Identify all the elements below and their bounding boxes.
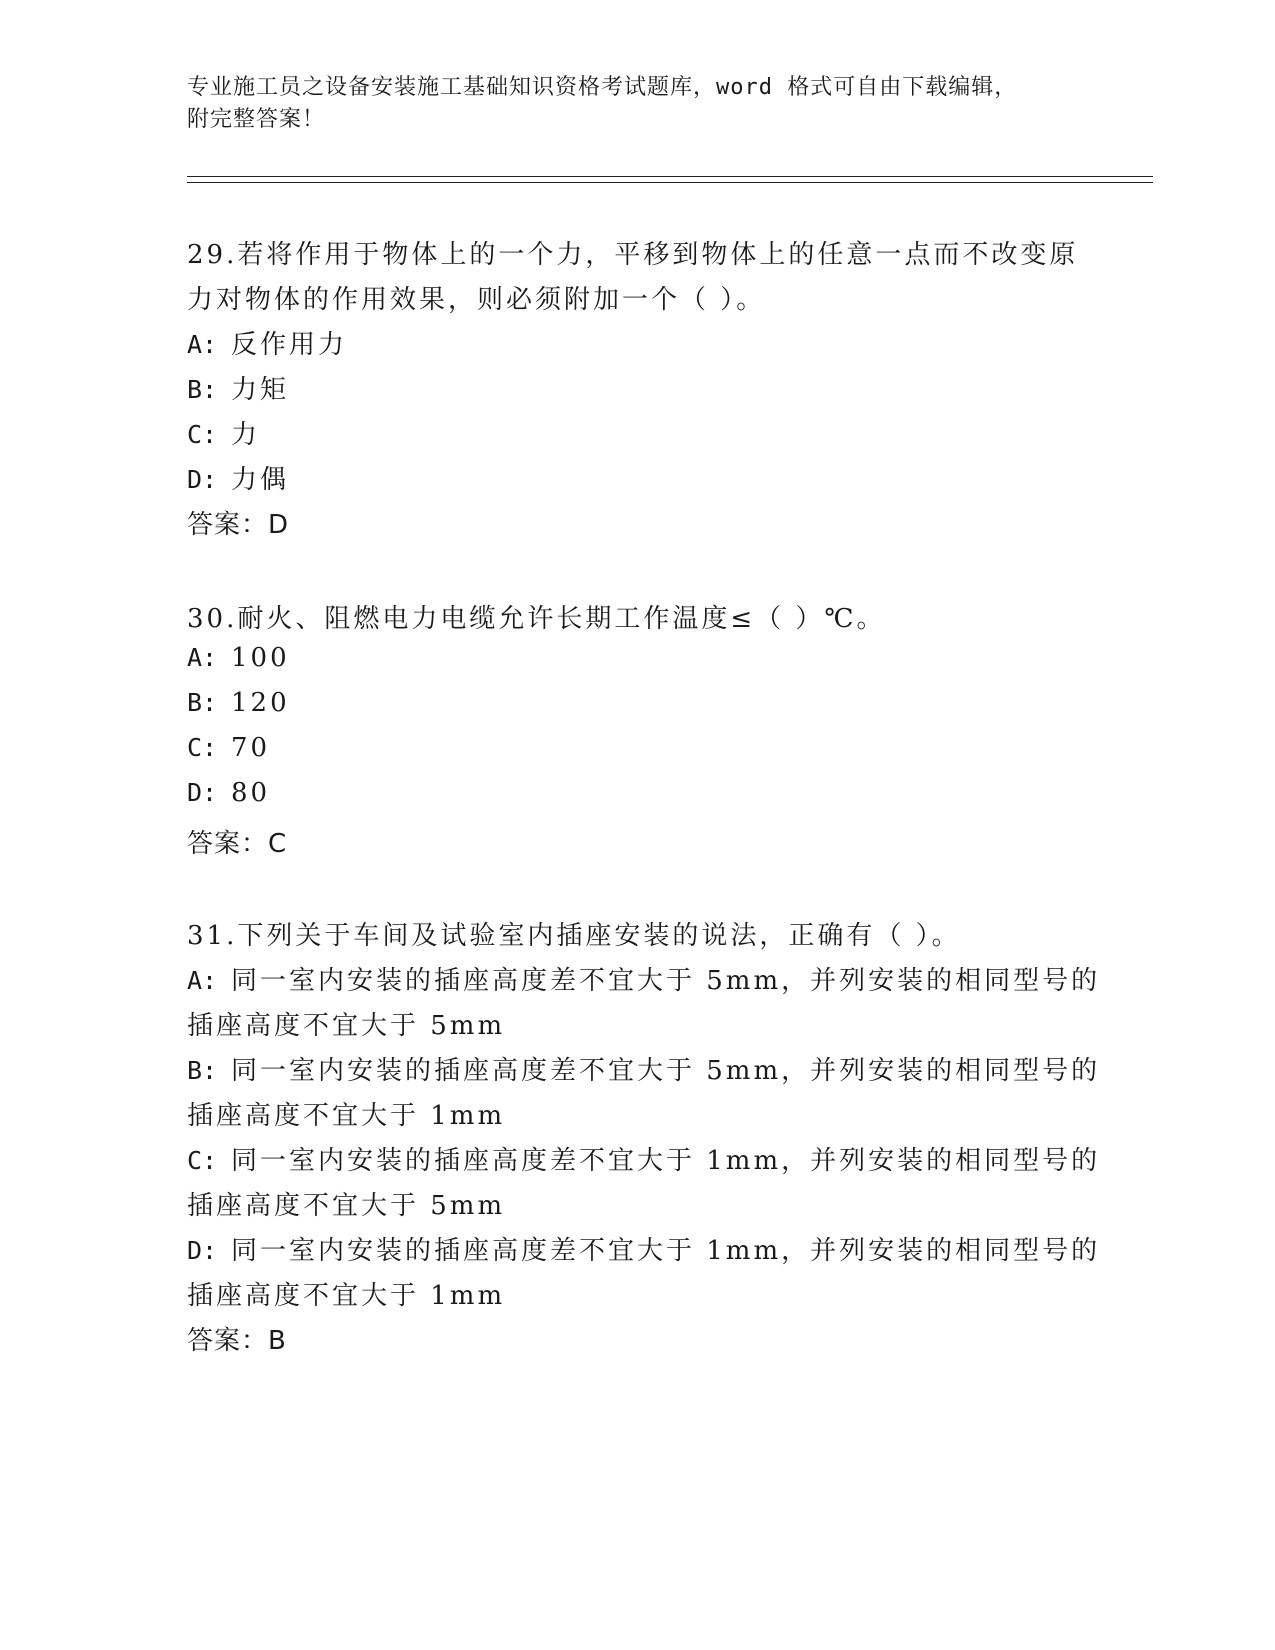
question-31-option-c bbox=[187, 1140, 1100, 1177]
option-label: B: bbox=[187, 375, 218, 404]
option-label: A: bbox=[187, 966, 218, 995]
question-31-option-b-continued: 插座高度不宜大于 1mm bbox=[187, 1101, 506, 1131]
option-label: C: bbox=[187, 420, 218, 449]
option-text: 力矩 bbox=[231, 375, 290, 405]
option-label: D: bbox=[187, 1236, 218, 1265]
option-text: 同一室内安装的插座高度差不宜大于 5mm，并列安装的相同型号的 bbox=[231, 966, 1101, 996]
document-header bbox=[187, 72, 1107, 136]
header-divider-top bbox=[187, 176, 1153, 177]
question-30-option-d bbox=[187, 778, 270, 808]
header-line-1: 专业施工员之设备安装施工基础知识资格考试题库，word 格式可自由下载编辑， bbox=[187, 75, 1018, 100]
option-label: B: bbox=[187, 1056, 218, 1085]
question-30-stem-line-1: 30.耐火、阻燃电力电缆允许长期工作温度≤（ ）℃。 bbox=[187, 604, 886, 634]
option-text: 70 bbox=[231, 733, 271, 763]
option-label: D: bbox=[187, 465, 218, 494]
option-label: C: bbox=[187, 1146, 218, 1175]
question-29-answer: 答案：D bbox=[187, 510, 290, 540]
option-text: 100 bbox=[231, 643, 290, 673]
question-31-option-d bbox=[187, 1230, 1100, 1267]
question-31-option-c-continued: 插座高度不宜大于 5mm bbox=[187, 1191, 506, 1221]
option-label: D: bbox=[187, 778, 218, 807]
option-label: A: bbox=[187, 643, 218, 672]
question-30-option-a bbox=[187, 643, 290, 673]
question-30-answer: 答案：C bbox=[187, 829, 288, 859]
question-29-option-d bbox=[187, 459, 289, 496]
question-31-option-a-continued: 插座高度不宜大于 5mm bbox=[187, 1011, 506, 1041]
option-label: B: bbox=[187, 688, 218, 717]
question-30-option-b bbox=[187, 688, 290, 718]
question-30-option-c bbox=[187, 733, 270, 763]
question-31-answer: 答案：B bbox=[187, 1326, 287, 1356]
option-text: 力 bbox=[231, 420, 261, 450]
option-label: C: bbox=[187, 733, 218, 762]
question-31-option-d-continued: 插座高度不宜大于 1mm bbox=[187, 1281, 506, 1311]
option-text: 120 bbox=[231, 688, 290, 718]
question-29-option-a bbox=[187, 324, 347, 361]
question-31-option-a bbox=[187, 960, 1100, 997]
question-31-stem-line-1: 31.下列关于车间及试验室内插座安装的说法，正确有（ ）。 bbox=[187, 921, 961, 951]
header-line-2: 附完整答案！ bbox=[187, 107, 326, 132]
option-text: 同一室内安装的插座高度差不宜大于 1mm，并列安装的相同型号的 bbox=[231, 1146, 1101, 1176]
option-text: 力偶 bbox=[231, 465, 290, 495]
question-31-option-b bbox=[187, 1050, 1100, 1087]
question-29-option-b bbox=[187, 369, 289, 406]
option-text: 反作用力 bbox=[231, 330, 348, 360]
header-divider-bottom bbox=[187, 182, 1153, 183]
option-text: 同一室内安装的插座高度差不宜大于 1mm，并列安装的相同型号的 bbox=[231, 1236, 1101, 1266]
question-29-stem-line-2: 力对物体的作用效果，则必须附加一个（ ）。 bbox=[187, 285, 766, 315]
option-label: A: bbox=[187, 330, 218, 359]
question-29-option-c bbox=[187, 414, 260, 451]
option-text: 同一室内安装的插座高度差不宜大于 5mm，并列安装的相同型号的 bbox=[231, 1056, 1101, 1086]
question-29-stem-line-1: 29.若将作用于物体上的一个力，平移到物体上的任意一点而不改变原 bbox=[187, 240, 1079, 270]
option-text: 80 bbox=[231, 778, 271, 808]
